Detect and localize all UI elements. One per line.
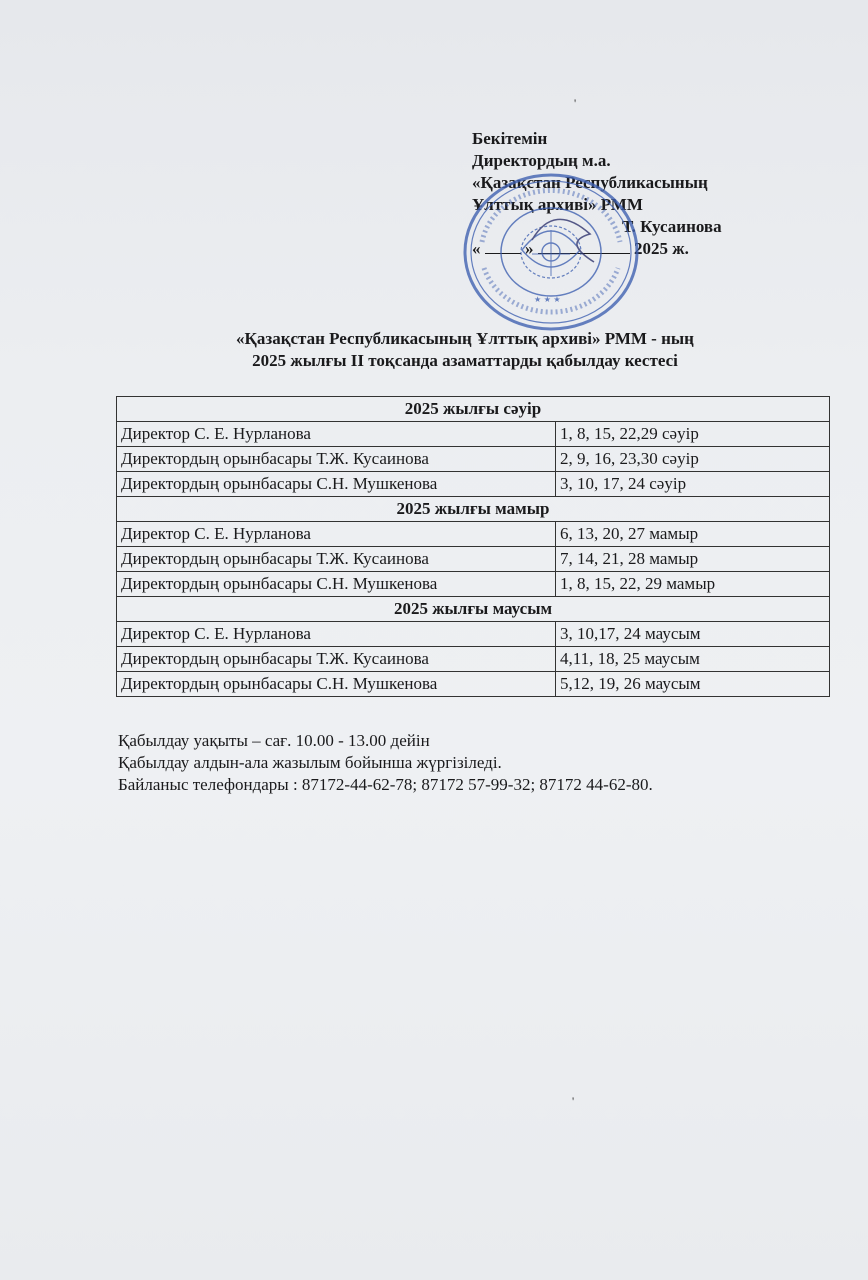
reception-time: Қабылдау уақыты – сағ. 10.00 - 13.00 дейін xyxy=(118,731,430,750)
approval-date-close: » xyxy=(525,239,534,258)
table-row xyxy=(117,472,830,497)
title-line1: «Қазақстан Республикасының Ұлттық архиві» РММ - ның xyxy=(236,329,694,348)
title-line2: 2025 жылғы II тоқсанда азаматтарды қабылдау кестесі xyxy=(252,351,678,370)
dates-cell: 7, 14, 21, 28 мамыр xyxy=(556,547,830,572)
month-header-row xyxy=(117,497,830,522)
scan-mark-top: ' xyxy=(574,96,577,110)
month-header-row xyxy=(117,397,830,422)
table-row xyxy=(117,672,830,697)
person-cell: Директордың орынбасары Т.Ж. Кусаинова xyxy=(117,647,556,672)
scan-mark-bottom: ' xyxy=(572,1094,575,1108)
person-cell: Директордың орынбасары С.Н. Мушкенова xyxy=(117,472,556,497)
approval-heading: Бекітемін xyxy=(472,129,548,148)
contact-phones: Байланыс телефондары : 87172-44-62-78; 87172 57-99-32; 87172 44-62-80. xyxy=(118,775,653,794)
person-cell: Директордың орынбасары Т.Ж. Кусаинова xyxy=(117,547,556,572)
approval-org-line1: «Қазақстан Республикасының xyxy=(472,173,708,192)
document-title xyxy=(0,328,868,372)
booking-note: Қабылдау алдын-ала жазылым бойынша жүргізіледі. xyxy=(118,753,502,772)
svg-text:★ ★ ★: ★ ★ ★ xyxy=(534,295,561,304)
dates-cell: 2, 9, 16, 23,30 сәуір xyxy=(556,447,830,472)
notes-block xyxy=(118,730,653,796)
approval-org-line2: Ұлттық архиві» РММ xyxy=(472,195,643,214)
dates-cell: 5,12, 19, 26 маусым xyxy=(556,672,830,697)
dates-cell: 6, 13, 20, 27 мамыр xyxy=(556,522,830,547)
dates-cell: 4,11, 18, 25 маусым xyxy=(556,647,830,672)
month-header: 2025 жылғы сәуір xyxy=(117,397,830,422)
person-cell: Директордың орынбасары С.Н. Мушкенова xyxy=(117,672,556,697)
official-seal-icon xyxy=(462,172,640,332)
person-cell: Директордың орынбасары Т.Ж. Кусаинова xyxy=(117,447,556,472)
person-cell: Директор С. Е. Нурланова xyxy=(117,422,556,447)
table-row xyxy=(117,547,830,572)
approval-date-quote: « xyxy=(472,239,481,258)
table-row xyxy=(117,522,830,547)
table-row xyxy=(117,647,830,672)
month-header: 2025 жылғы мамыр xyxy=(117,497,830,522)
month-header: 2025 жылғы маусым xyxy=(117,597,830,622)
table-row xyxy=(117,572,830,597)
month-header-row xyxy=(117,597,830,622)
approval-signer: Т. Кусаинова xyxy=(622,217,722,236)
dates-cell: 3, 10, 17, 24 сәуір xyxy=(556,472,830,497)
table-row xyxy=(117,422,830,447)
person-cell: Директор С. Е. Нурланова xyxy=(117,522,556,547)
approval-date-year: 2025 ж. xyxy=(634,239,689,258)
approval-role: Директордың м.а. xyxy=(472,151,611,170)
reception-schedule-table xyxy=(116,396,830,697)
person-cell: Директор С. Е. Нурланова xyxy=(117,622,556,647)
dates-cell: 1, 8, 15, 22, 29 мамыр xyxy=(556,572,830,597)
person-cell: Директордың орынбасары С.Н. Мушкенова xyxy=(117,572,556,597)
dates-cell: 1, 8, 15, 22,29 сәуір xyxy=(556,422,830,447)
dates-cell: 3, 10,17, 24 маусым xyxy=(556,622,830,647)
table-row xyxy=(117,447,830,472)
table-row xyxy=(117,622,830,647)
